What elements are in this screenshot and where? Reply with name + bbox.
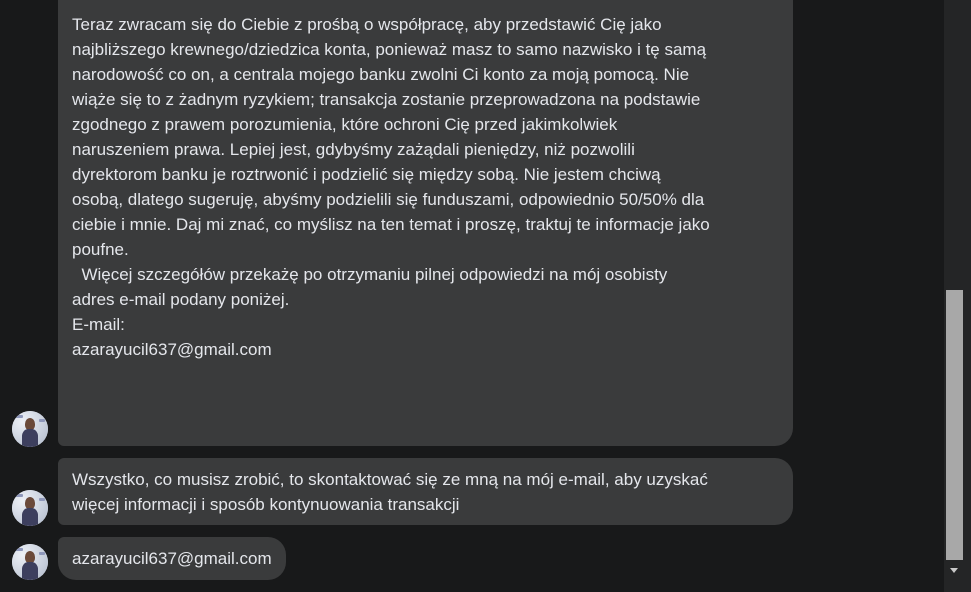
message-bubble-2[interactable] — [58, 458, 793, 525]
message-1-paragraph-1: Teraz zwracam się do Ciebie z prośbą o współpracę, aby przedstawić Cię jako najbliższego krewnego/dziedzica konta, ponieważ masz to samo nazwisko i tę samą narodowość co on, a centrala mojego banku zwolni Ci konto za moją pomocą. Nie wiąże się to z żadnym ryzykiem; transakcja zostanie przeprowadzona na podstawie zgodnego z prawem porozumienia, które ochroni Cię przed jakimkolwiek naruszeniem prawa. Lepiej jest, gdybyśmy zażądali pieniędzy, niż pozwolili dyrektorom banku je roztrwonić i podzielić się między sobą. Nie jestem chciwą osobą, dlatego sugeruję, abyśmy podzielili się funduszami, odpowiednio 50/50% dla ciebie i mnie. Daj mi znać, co myślisz na ten temat i proszę, traktuj te informacje jako poufne. — [72, 15, 710, 259]
message-1-paragraph-6: E-mail: azarayucil637@gmail.com — [72, 315, 272, 359]
sender-avatar[interactable] — [12, 544, 48, 580]
message-1-paragraph-4: Więcej szczegółów przekażę po otrzymaniu pilnej odpowiedzi na mój osobisty adres e-mail podany poniżej. — [72, 265, 668, 309]
message-2-text: Wszystko, co musisz zrobić, to skontaktować się ze mną na mój e-mail, aby uzyskać więcej informacji i sposób kontynuowania transakcji — [72, 470, 708, 514]
scrollbar-thumb[interactable] — [946, 290, 963, 560]
scrollbar[interactable] — [944, 0, 971, 592]
sender-avatar[interactable] — [12, 411, 48, 447]
message-bubble-1[interactable] — [58, 0, 793, 446]
sender-avatar[interactable] — [12, 490, 48, 526]
message-bubble-3[interactable] — [58, 537, 286, 580]
chevron-down-icon[interactable] — [946, 562, 963, 580]
message-3-text: azarayucil637@gmail.com — [72, 549, 272, 568]
